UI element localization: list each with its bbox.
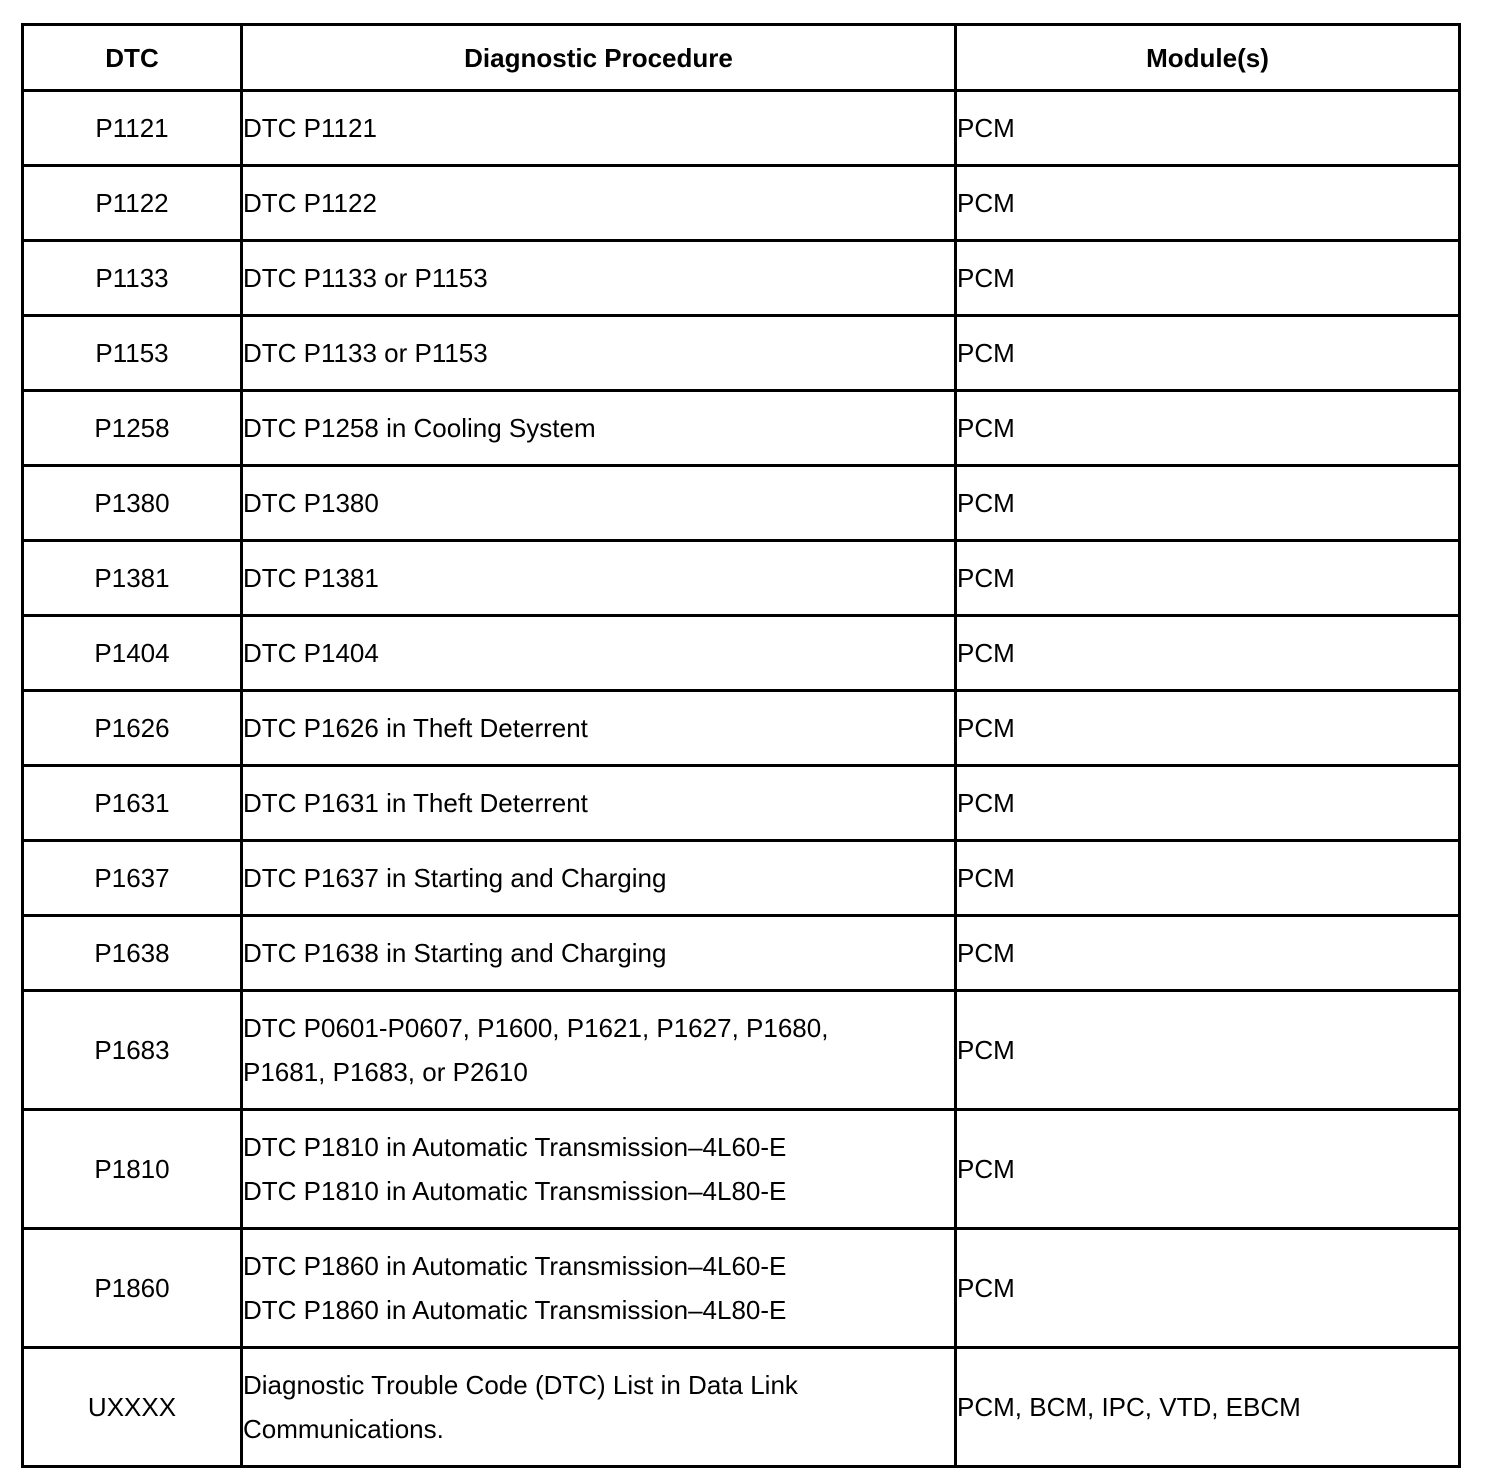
cell-modules: PCM, BCM, IPC, VTD, EBCM xyxy=(956,1348,1460,1467)
procedure-line: DTC P1121 xyxy=(243,113,377,143)
cell-modules: PCM xyxy=(956,691,1460,766)
procedure-line: P1681, P1683, or P2610 xyxy=(243,1057,528,1087)
cell-dtc-code: P1121 xyxy=(23,91,242,166)
procedure-line: DTC P1380 xyxy=(243,488,379,518)
procedure-line: DTC P1637 in Starting and Charging xyxy=(243,863,667,893)
cell-diagnostic-procedure xyxy=(242,916,956,991)
cell-dtc-code: P1381 xyxy=(23,541,242,616)
cell-modules: PCM xyxy=(956,616,1460,691)
table-row xyxy=(23,391,1460,466)
cell-diagnostic-procedure xyxy=(242,616,956,691)
procedure-line: DTC P1860 in Automatic Transmission–4L60-E xyxy=(243,1251,787,1281)
table-header-row xyxy=(23,25,1460,91)
procedure-line: DTC P1638 in Starting and Charging xyxy=(243,938,667,968)
header-modules: Module(s) xyxy=(956,25,1460,91)
cell-dtc-code: P1860 xyxy=(23,1229,242,1348)
cell-diagnostic-procedure xyxy=(242,841,956,916)
cell-dtc-code: UXXXX xyxy=(23,1348,242,1467)
cell-dtc-code: P1683 xyxy=(23,991,242,1110)
table-row xyxy=(23,241,1460,316)
cell-dtc-code: P1380 xyxy=(23,466,242,541)
table-row xyxy=(23,316,1460,391)
procedure-line: DTC P0601-P0607, P1600, P1621, P1627, P1680, xyxy=(243,1013,829,1043)
cell-modules: PCM xyxy=(956,316,1460,391)
cell-dtc-code: P1258 xyxy=(23,391,242,466)
cell-diagnostic-procedure xyxy=(242,91,956,166)
cell-diagnostic-procedure xyxy=(242,466,956,541)
table-row xyxy=(23,466,1460,541)
table-row xyxy=(23,541,1460,616)
cell-diagnostic-procedure xyxy=(242,1110,956,1229)
table-row xyxy=(23,1229,1460,1348)
cell-diagnostic-procedure xyxy=(242,1348,956,1467)
procedure-line: DTC P1404 xyxy=(243,638,379,668)
cell-modules: PCM xyxy=(956,991,1460,1110)
cell-modules: PCM xyxy=(956,916,1460,991)
procedure-line: DTC P1810 in Automatic Transmission–4L60-E xyxy=(243,1132,787,1162)
cell-diagnostic-procedure xyxy=(242,391,956,466)
cell-modules: PCM xyxy=(956,1110,1460,1229)
cell-diagnostic-procedure xyxy=(242,1229,956,1348)
cell-dtc-code: P1810 xyxy=(23,1110,242,1229)
cell-dtc-code: P1626 xyxy=(23,691,242,766)
procedure-line: DTC P1631 in Theft Deterrent xyxy=(243,788,588,818)
procedure-line: DTC P1122 xyxy=(243,188,377,218)
procedure-line: DTC P1133 or P1153 xyxy=(243,338,488,368)
table-row xyxy=(23,166,1460,241)
cell-diagnostic-procedure xyxy=(242,166,956,241)
cell-dtc-code: P1153 xyxy=(23,316,242,391)
cell-modules: PCM xyxy=(956,541,1460,616)
cell-modules: PCM xyxy=(956,841,1460,916)
cell-modules: PCM xyxy=(956,466,1460,541)
procedure-line: DTC P1860 in Automatic Transmission–4L80-E xyxy=(243,1295,787,1325)
dtc-table xyxy=(21,23,1461,1468)
table-row xyxy=(23,616,1460,691)
cell-dtc-code: P1631 xyxy=(23,766,242,841)
cell-modules: PCM xyxy=(956,766,1460,841)
procedure-line: DTC P1381 xyxy=(243,563,379,593)
cell-diagnostic-procedure xyxy=(242,541,956,616)
cell-diagnostic-procedure xyxy=(242,316,956,391)
cell-diagnostic-procedure xyxy=(242,691,956,766)
header-diagnostic-procedure: Diagnostic Procedure xyxy=(242,25,956,91)
table-row xyxy=(23,841,1460,916)
procedure-line: DTC P1133 or P1153 xyxy=(243,263,488,293)
cell-dtc-code: P1638 xyxy=(23,916,242,991)
cell-modules: PCM xyxy=(956,166,1460,241)
table-row xyxy=(23,766,1460,841)
procedure-line: DTC P1626 in Theft Deterrent xyxy=(243,713,588,743)
procedure-line: DTC P1258 in Cooling System xyxy=(243,413,596,443)
cell-dtc-code: P1404 xyxy=(23,616,242,691)
procedure-line: Communications. xyxy=(243,1414,444,1444)
table-row xyxy=(23,91,1460,166)
procedure-line: DTC P1810 in Automatic Transmission–4L80-E xyxy=(243,1176,787,1206)
cell-modules: PCM xyxy=(956,1229,1460,1348)
table-row xyxy=(23,691,1460,766)
cell-modules: PCM xyxy=(956,241,1460,316)
table-row xyxy=(23,1110,1460,1229)
cell-diagnostic-procedure xyxy=(242,766,956,841)
cell-dtc-code: P1133 xyxy=(23,241,242,316)
procedure-line: Diagnostic Trouble Code (DTC) List in Data Link xyxy=(243,1370,798,1400)
cell-diagnostic-procedure xyxy=(242,241,956,316)
cell-modules: PCM xyxy=(956,391,1460,466)
table-body xyxy=(23,91,1460,1467)
cell-modules: PCM xyxy=(956,91,1460,166)
cell-dtc-code: P1637 xyxy=(23,841,242,916)
table-row xyxy=(23,916,1460,991)
table-row xyxy=(23,991,1460,1110)
cell-diagnostic-procedure xyxy=(242,991,956,1110)
header-dtc: DTC xyxy=(23,25,242,91)
table-row xyxy=(23,1348,1460,1467)
cell-dtc-code: P1122 xyxy=(23,166,242,241)
